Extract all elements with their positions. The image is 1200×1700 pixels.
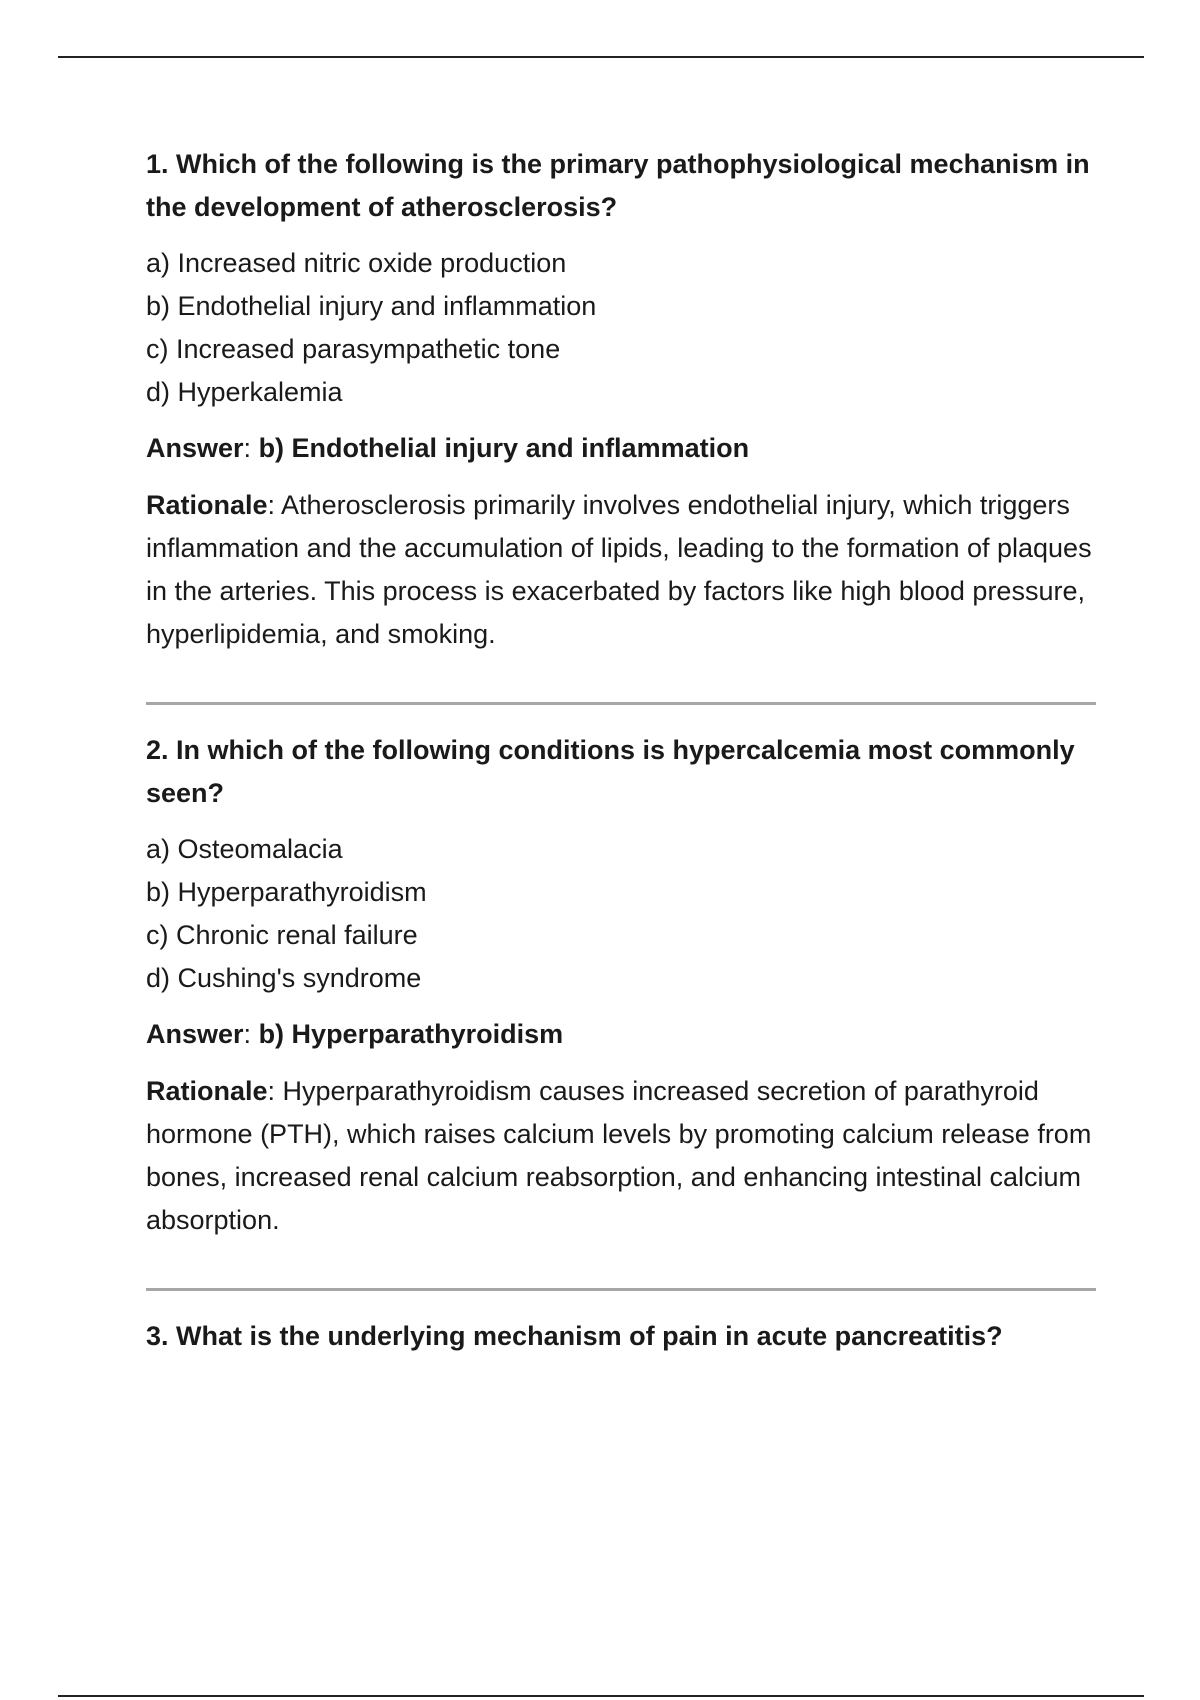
answer-label: Answer: [146, 433, 244, 463]
option-d: d) Cushing's syndrome: [146, 963, 422, 993]
page-bottom-rule: [58, 1695, 1144, 1697]
answer-label: Answer: [146, 1019, 244, 1049]
options-list: [146, 242, 1096, 414]
option-b: b) Endothelial injury and inflammation: [146, 291, 597, 321]
page-top-rule: [58, 56, 1144, 58]
rationale-paragraph: Rationale: Hyperparathyroidism causes increased secretion of parathyroid hormone (PTH), which raises calcium levels by promoting calcium release from bones, increased renal calcium reabsorption, and enhancing intestinal calcium absorption.: [146, 1076, 1092, 1235]
question-text: 3. What is the underlying mechanism of pain in acute pancreatitis?: [146, 1321, 1003, 1351]
answer-value: b) Hyperparathyroidism: [258, 1019, 564, 1049]
document-content: [146, 143, 1096, 1358]
option-c: c) Chronic renal failure: [146, 920, 418, 950]
rationale-text: Atherosclerosis primarily involves endothelial injury, which triggers inflammation and the accumulation of lipids, leading to the formation of plaques in the arteries. This process is exacerbated by factors like high blood pressure, hyperlipidemia, and smoking.: [146, 490, 1092, 649]
section-divider: [146, 702, 1096, 705]
question-text: 2. In which of the following conditions is hypercalcemia most commonly seen?: [146, 735, 1075, 808]
option-b: b) Hyperparathyroidism: [146, 877, 427, 907]
rationale-paragraph: Rationale: Atherosclerosis primarily involves endothelial injury, which triggers inflammation and the accumulation of lipids, leading to the formation of plaques in the arteries. This process is exacerbated by factors like high blood pressure, hyperlipidemia, and smoking.: [146, 490, 1092, 649]
option-d: d) Hyperkalemia: [146, 377, 343, 407]
option-a: a) Increased nitric oxide production: [146, 248, 567, 278]
question-block-1: [146, 143, 1096, 656]
answer-line: Answer: b) Endothelial injury and inflammation: [146, 433, 750, 463]
answer-line: Answer: b) Hyperparathyroidism: [146, 1019, 564, 1049]
options-list: [146, 828, 1096, 1000]
rationale-label: Rationale: [146, 1076, 268, 1106]
option-c: c) Increased parasympathetic tone: [146, 334, 561, 364]
option-a: a) Osteomalacia: [146, 834, 343, 864]
rationale-text: Hyperparathyroidism causes increased secretion of parathyroid hormone (PTH), which raises calcium levels by promoting calcium release from bones, increased renal calcium reabsorption, and enhancing intestinal calcium absorption.: [146, 1076, 1092, 1235]
section-divider: [146, 1288, 1096, 1291]
question-block-2: [146, 729, 1096, 1242]
question-block-3: [146, 1315, 1096, 1358]
answer-value: b) Endothelial injury and inflammation: [258, 433, 750, 463]
rationale-label: Rationale: [146, 490, 268, 520]
question-text: 1. Which of the following is the primary pathophysiological mechanism in the development of atherosclerosis?: [146, 149, 1090, 222]
